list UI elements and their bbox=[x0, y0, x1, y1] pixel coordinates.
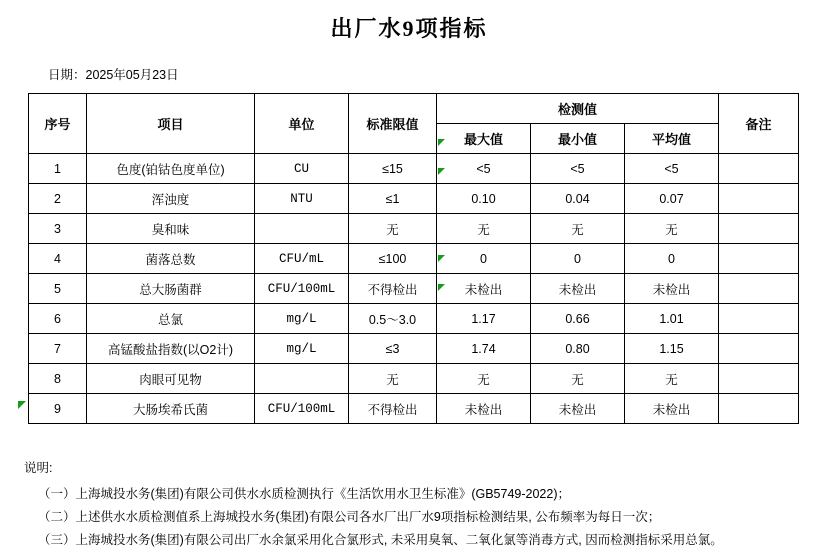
cell-max: 无 bbox=[437, 364, 531, 394]
cell-item: 总氯 bbox=[87, 304, 255, 334]
table-row bbox=[29, 214, 799, 244]
header-avg: 平均值 bbox=[625, 124, 719, 154]
cell-limit: 不得检出 bbox=[349, 394, 437, 424]
header-item: 项目 bbox=[87, 94, 255, 154]
cell-avg: 未检出 bbox=[625, 394, 719, 424]
cell-limit: 不得检出 bbox=[349, 274, 437, 304]
green-corner-marker-icon bbox=[438, 168, 445, 175]
page-title: 出厂水9项指标 bbox=[330, 16, 488, 41]
cell-unit: mg/L bbox=[255, 334, 349, 364]
cell-no: 2 bbox=[29, 184, 87, 214]
cell-min: 0.04 bbox=[531, 184, 625, 214]
header-min: 最小值 bbox=[531, 124, 625, 154]
cell-unit: CFU/100mL bbox=[255, 394, 349, 424]
cell-min: 0.66 bbox=[531, 304, 625, 334]
cell-limit: ≤15 bbox=[349, 154, 437, 184]
cell-max: 无 bbox=[437, 214, 531, 244]
header-unit: 单位 bbox=[255, 94, 349, 154]
notes-section bbox=[24, 458, 818, 550]
cell-max: 1.74 bbox=[437, 334, 531, 364]
cell-unit: NTU bbox=[255, 184, 349, 214]
cell-max: 0.10 bbox=[437, 184, 531, 214]
cell-no: 7 bbox=[29, 334, 87, 364]
cell-unit: CFU/100mL bbox=[255, 274, 349, 304]
notes-heading: 说明: bbox=[24, 461, 53, 475]
cell-note bbox=[719, 304, 799, 334]
table-row bbox=[29, 304, 799, 334]
cell-avg: 无 bbox=[625, 364, 719, 394]
cell-avg: 1.01 bbox=[625, 304, 719, 334]
cell-no: 8 bbox=[29, 364, 87, 394]
green-corner-marker-icon bbox=[438, 139, 445, 146]
report-date: 日期：2025年05月23日 bbox=[48, 68, 179, 82]
header-limit: 标准限值 bbox=[349, 94, 437, 154]
header-max: 最大值 bbox=[437, 124, 531, 154]
green-corner-marker-icon bbox=[438, 284, 445, 291]
cell-limit: 0.5～3.0 bbox=[349, 304, 437, 334]
cell-item: 肉眼可见物 bbox=[87, 364, 255, 394]
header-no: 序号 bbox=[29, 94, 87, 154]
cell-avg: 0.07 bbox=[625, 184, 719, 214]
table-row bbox=[29, 334, 799, 364]
cell-unit bbox=[255, 364, 349, 394]
cell-note bbox=[719, 214, 799, 244]
cell-unit: mg/L bbox=[255, 304, 349, 334]
cell-note bbox=[719, 244, 799, 274]
cell-item: 大肠埃希氏菌 bbox=[87, 394, 255, 424]
cell-min: <5 bbox=[531, 154, 625, 184]
cell-max: 0 bbox=[437, 244, 531, 274]
cell-max: <5 bbox=[437, 154, 531, 184]
header-note: 备注 bbox=[719, 94, 799, 154]
cell-note bbox=[719, 394, 799, 424]
green-corner-marker-icon bbox=[438, 255, 445, 262]
cell-limit: ≤100 bbox=[349, 244, 437, 274]
cell-no: 4 bbox=[29, 244, 87, 274]
cell-no: 3 bbox=[29, 214, 87, 244]
cell-item: 色度(铂钴色度单位) bbox=[87, 154, 255, 184]
table-row bbox=[29, 364, 799, 394]
cell-note bbox=[719, 184, 799, 214]
cell-avg: 未检出 bbox=[625, 274, 719, 304]
notes-line: （二）上述供水水质检测值系上海城投水务(集团)有限公司各水厂出厂水9项指标检测结果, 公布频率为每日一次； bbox=[38, 510, 661, 524]
cell-min: 无 bbox=[531, 214, 625, 244]
notes-line: （一）上海城投水务(集团)有限公司供水水质检测执行《生活饮用水卫生标准》(GB5749-2022)； bbox=[38, 487, 570, 501]
table-row bbox=[29, 154, 799, 184]
cell-no: 5 bbox=[29, 274, 87, 304]
table-row bbox=[29, 394, 799, 424]
cell-max: 未检出 bbox=[437, 274, 531, 304]
cell-avg: <5 bbox=[625, 154, 719, 184]
cell-item: 臭和味 bbox=[87, 214, 255, 244]
table-row bbox=[29, 244, 799, 274]
cell-no: 1 bbox=[29, 154, 87, 184]
water-quality-table bbox=[28, 93, 799, 424]
table-header-row-1 bbox=[29, 94, 799, 124]
cell-item: 总大肠菌群 bbox=[87, 274, 255, 304]
cell-unit: CU bbox=[255, 154, 349, 184]
notes-line: （三）上海城投水务(集团)有限公司出厂水余氯采用化合氯形式, 未采用臭氧、二氧化氯等消毒方式, 因而检测指标采用总氯。 bbox=[38, 533, 723, 547]
header-detected-group: 检测值 bbox=[437, 94, 719, 124]
cell-limit: 无 bbox=[349, 214, 437, 244]
cell-min: 未检出 bbox=[531, 394, 625, 424]
cell-note bbox=[719, 274, 799, 304]
green-corner-marker-icon bbox=[18, 401, 26, 409]
cell-no: 9 bbox=[29, 394, 87, 424]
cell-note bbox=[719, 334, 799, 364]
cell-avg: 0 bbox=[625, 244, 719, 274]
cell-item: 菌落总数 bbox=[87, 244, 255, 274]
cell-unit: CFU/mL bbox=[255, 244, 349, 274]
cell-avg: 无 bbox=[625, 214, 719, 244]
cell-max: 未检出 bbox=[437, 394, 531, 424]
cell-min: 无 bbox=[531, 364, 625, 394]
cell-unit bbox=[255, 214, 349, 244]
cell-min: 0.80 bbox=[531, 334, 625, 364]
cell-no: 6 bbox=[29, 304, 87, 334]
cell-max: 1.17 bbox=[437, 304, 531, 334]
cell-limit: ≤3 bbox=[349, 334, 437, 364]
cell-min: 0 bbox=[531, 244, 625, 274]
cell-limit: ≤1 bbox=[349, 184, 437, 214]
cell-item: 高锰酸盐指数(以O2计) bbox=[87, 334, 255, 364]
table-row bbox=[29, 274, 799, 304]
cell-item: 浑浊度 bbox=[87, 184, 255, 214]
table-row bbox=[29, 184, 799, 214]
cell-note bbox=[719, 364, 799, 394]
cell-avg: 1.15 bbox=[625, 334, 719, 364]
cell-min: 未检出 bbox=[531, 274, 625, 304]
cell-note bbox=[719, 154, 799, 184]
cell-limit: 无 bbox=[349, 364, 437, 394]
